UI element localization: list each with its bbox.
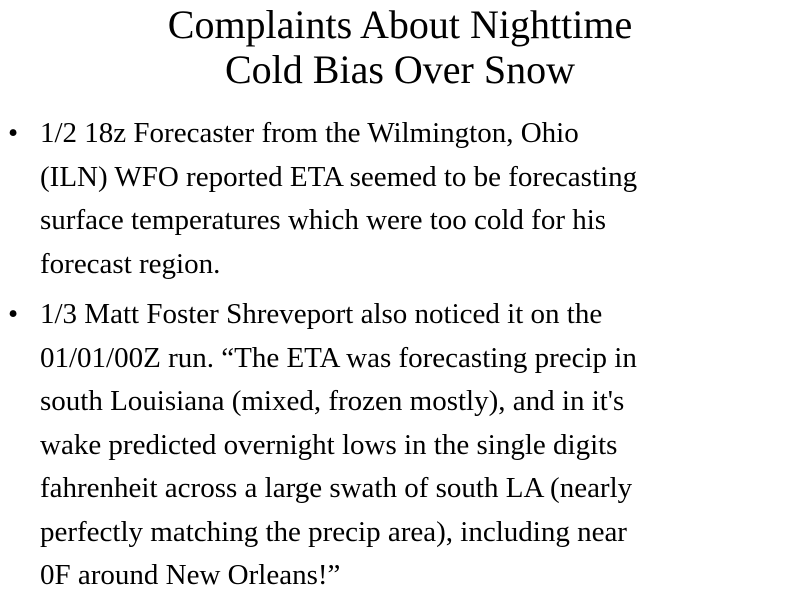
bullet-text-line: wake predicted overnight lows in the single digits: [40, 428, 618, 461]
bullet-text-line: (ILN) WFO reported ETA seemed to be forecasting: [40, 160, 638, 193]
bullet-text-line: 1/2 18z Forecaster from the Wilmington, Ohio: [40, 117, 579, 149]
bullet-icon: •: [8, 298, 19, 330]
bullet-text-line: surface temperatures which were too cold for his: [40, 204, 607, 236]
bullet-icon: •: [8, 117, 19, 149]
bullet-item-shreveport-report: [0, 293, 800, 598]
slide-title-line-2: Cold Bias Over Snow: [225, 47, 575, 92]
bullet-text-line: perfectly matching the precip area), including near: [40, 515, 627, 548]
bullet-item-iln-report: [0, 112, 800, 286]
bullet-text-line: fahrenheit across a large swath of south LA (nearly: [40, 472, 633, 504]
bullet-text-line: 0F around New Orleans!”: [40, 559, 341, 591]
bullet-text-line: south Louisiana (mixed, frozen mostly), and in it's: [40, 385, 625, 417]
bullet-list: [0, 112, 800, 600]
slide-title-line-1: Complaints About Nighttime: [167, 2, 633, 47]
slide-title: [0, 2, 800, 92]
bullet-text-line: 01/01/00Z run. “The ETA was forecasting precip in: [40, 341, 637, 374]
bullet-text-line: 1/3 Matt Foster Shreveport also noticed it on the: [40, 298, 603, 330]
bullet-text-line: forecast region.: [40, 247, 221, 280]
